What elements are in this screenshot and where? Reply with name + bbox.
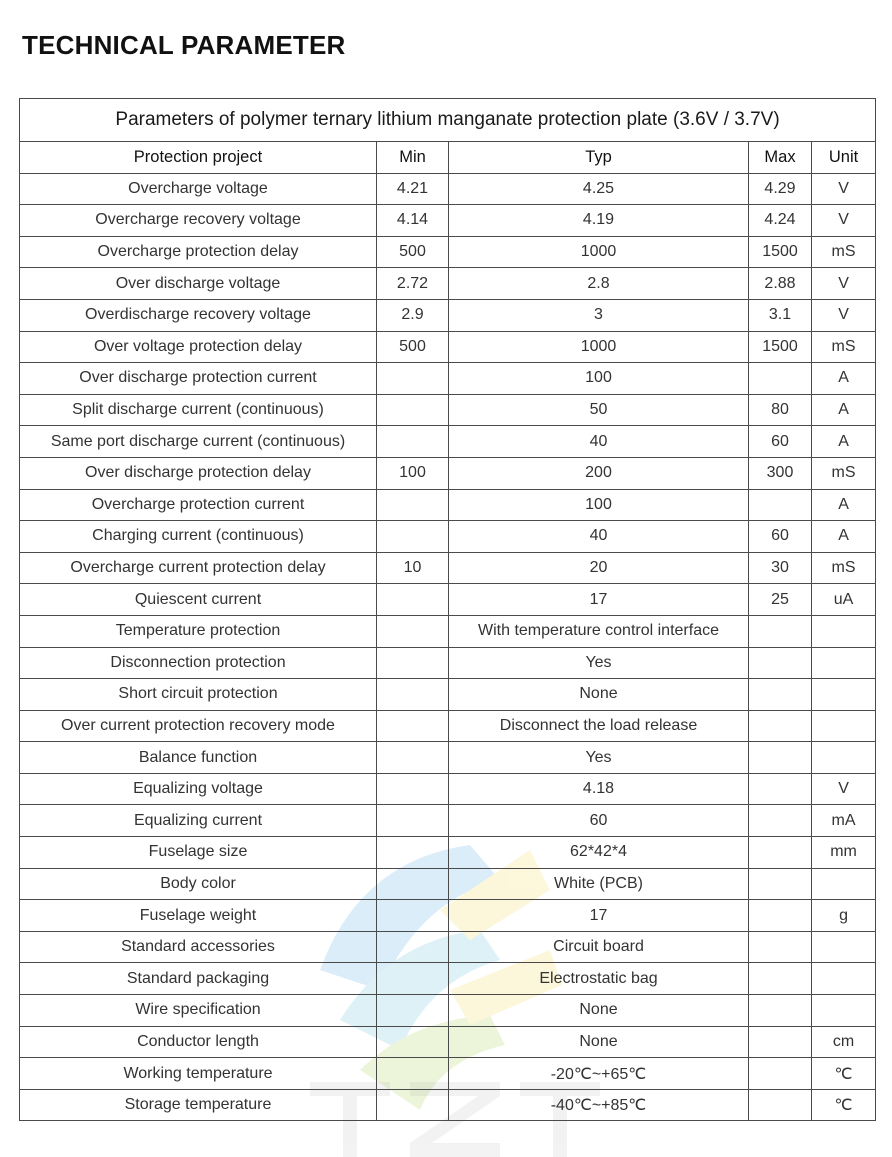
- cell-max: 2.88: [749, 268, 812, 300]
- table-row: [20, 805, 876, 837]
- table-row: [20, 1026, 876, 1058]
- cell-typ: White (PCB): [449, 868, 749, 900]
- table-row: [20, 521, 876, 553]
- cell-max: 60: [749, 521, 812, 553]
- cell-min: [377, 773, 449, 805]
- table-row: [20, 394, 876, 426]
- cell-min: 2.72: [377, 268, 449, 300]
- cell-protection-project: Over current protection recovery mode: [20, 710, 377, 742]
- cell-max: [749, 1058, 812, 1090]
- cell-protection-project: Same port discharge current (continuous): [20, 426, 377, 458]
- cell-max: [749, 1026, 812, 1058]
- cell-typ: 20: [449, 552, 749, 584]
- cell-protection-project: Balance function: [20, 742, 377, 774]
- cell-min: [377, 426, 449, 458]
- cell-protection-project: Wire specification: [20, 995, 377, 1027]
- cell-max: [749, 805, 812, 837]
- cell-protection-project: Standard accessories: [20, 931, 377, 963]
- cell-typ: With temperature control interface: [449, 615, 749, 647]
- cell-max: [749, 868, 812, 900]
- cell-max: [749, 963, 812, 995]
- cell-min: [377, 1089, 449, 1121]
- cell-protection-project: Over discharge protection delay: [20, 457, 377, 489]
- table-title: Parameters of polymer ternary lithium manganate protection plate (3.6V / 3.7V): [20, 99, 876, 142]
- cell-unit: [812, 868, 876, 900]
- cell-typ: 100: [449, 489, 749, 521]
- cell-max: [749, 679, 812, 711]
- cell-max: [749, 837, 812, 869]
- cell-max: [749, 931, 812, 963]
- cell-unit: A: [812, 426, 876, 458]
- cell-unit: mA: [812, 805, 876, 837]
- cell-unit: V: [812, 299, 876, 331]
- cell-min: 4.14: [377, 205, 449, 237]
- cell-unit: A: [812, 394, 876, 426]
- cell-min: [377, 1026, 449, 1058]
- table-row: [20, 584, 876, 616]
- cell-unit: [812, 931, 876, 963]
- table-row: [20, 457, 876, 489]
- cell-typ: Electrostatic bag: [449, 963, 749, 995]
- parameter-table: [19, 98, 876, 1121]
- cell-typ: 1000: [449, 331, 749, 363]
- table-row: [20, 1089, 876, 1121]
- table-row: [20, 268, 876, 300]
- cell-protection-project: Fuselage size: [20, 837, 377, 869]
- cell-min: 10: [377, 552, 449, 584]
- cell-unit: mS: [812, 552, 876, 584]
- cell-typ: None: [449, 679, 749, 711]
- header-typ: Typ: [449, 142, 749, 174]
- cell-unit: A: [812, 521, 876, 553]
- cell-protection-project: Overcharge current protection delay: [20, 552, 377, 584]
- cell-protection-project: Split discharge current (continuous): [20, 394, 377, 426]
- table-row: [20, 647, 876, 679]
- cell-min: [377, 805, 449, 837]
- cell-protection-project: Temperature protection: [20, 615, 377, 647]
- table-row: [20, 426, 876, 458]
- table-header-row: [20, 142, 876, 174]
- cell-protection-project: Overcharge protection current: [20, 489, 377, 521]
- cell-typ: 4.25: [449, 173, 749, 205]
- cell-protection-project: Overcharge recovery voltage: [20, 205, 377, 237]
- cell-protection-project: Over discharge protection current: [20, 363, 377, 395]
- cell-protection-project: Over voltage protection delay: [20, 331, 377, 363]
- table-row: [20, 331, 876, 363]
- cell-protection-project: Disconnection protection: [20, 647, 377, 679]
- table-row: [20, 773, 876, 805]
- table-row: [20, 868, 876, 900]
- cell-min: [377, 742, 449, 774]
- cell-min: [377, 837, 449, 869]
- cell-unit: [812, 679, 876, 711]
- cell-min: 500: [377, 331, 449, 363]
- cell-unit: cm: [812, 1026, 876, 1058]
- cell-min: 4.21: [377, 173, 449, 205]
- table-row: [20, 995, 876, 1027]
- cell-min: [377, 647, 449, 679]
- cell-unit: V: [812, 173, 876, 205]
- cell-max: [749, 1089, 812, 1121]
- cell-min: [377, 1058, 449, 1090]
- cell-min: 100: [377, 457, 449, 489]
- cell-max: [749, 773, 812, 805]
- cell-unit: g: [812, 900, 876, 932]
- table-row: [20, 837, 876, 869]
- cell-max: [749, 647, 812, 679]
- cell-typ: 2.8: [449, 268, 749, 300]
- cell-max: 80: [749, 394, 812, 426]
- cell-typ: 40: [449, 426, 749, 458]
- cell-min: [377, 900, 449, 932]
- header-min: Min: [377, 142, 449, 174]
- cell-max: [749, 615, 812, 647]
- cell-protection-project: Charging current (continuous): [20, 521, 377, 553]
- cell-unit: V: [812, 268, 876, 300]
- table-row: [20, 900, 876, 932]
- cell-protection-project: Overcharge voltage: [20, 173, 377, 205]
- cell-max: [749, 995, 812, 1027]
- cell-min: [377, 363, 449, 395]
- cell-protection-project: Fuselage weight: [20, 900, 377, 932]
- cell-protection-project: Conductor length: [20, 1026, 377, 1058]
- cell-typ: 4.18: [449, 773, 749, 805]
- table-row: [20, 205, 876, 237]
- cell-min: [377, 931, 449, 963]
- cell-unit: V: [812, 773, 876, 805]
- cell-typ: 60: [449, 805, 749, 837]
- cell-min: [377, 521, 449, 553]
- cell-unit: [812, 742, 876, 774]
- cell-protection-project: Overdischarge recovery voltage: [20, 299, 377, 331]
- cell-protection-project: Storage temperature: [20, 1089, 377, 1121]
- table-row: [20, 679, 876, 711]
- table-row: [20, 236, 876, 268]
- cell-typ: 200: [449, 457, 749, 489]
- cell-typ: 100: [449, 363, 749, 395]
- table-row: [20, 710, 876, 742]
- cell-min: 2.9: [377, 299, 449, 331]
- table-row: [20, 552, 876, 584]
- cell-max: 25: [749, 584, 812, 616]
- cell-typ: Disconnect the load release: [449, 710, 749, 742]
- cell-unit: [812, 995, 876, 1027]
- cell-typ: -40℃~+85℃: [449, 1089, 749, 1121]
- cell-unit: mS: [812, 457, 876, 489]
- cell-unit: ℃: [812, 1089, 876, 1121]
- cell-min: [377, 868, 449, 900]
- cell-typ: 1000: [449, 236, 749, 268]
- cell-protection-project: Equalizing current: [20, 805, 377, 837]
- cell-min: [377, 679, 449, 711]
- cell-max: 60: [749, 426, 812, 458]
- cell-min: [377, 394, 449, 426]
- cell-protection-project: Standard packaging: [20, 963, 377, 995]
- cell-max: [749, 900, 812, 932]
- table-row: [20, 363, 876, 395]
- cell-typ: None: [449, 995, 749, 1027]
- cell-typ: Yes: [449, 647, 749, 679]
- cell-typ: None: [449, 1026, 749, 1058]
- page-heading: TECHNICAL PARAMETER: [22, 30, 346, 60]
- cell-unit: [812, 615, 876, 647]
- cell-unit: A: [812, 363, 876, 395]
- cell-max: [749, 489, 812, 521]
- cell-typ: 62*42*4: [449, 837, 749, 869]
- cell-typ: -20℃~+65℃: [449, 1058, 749, 1090]
- cell-typ: 17: [449, 584, 749, 616]
- cell-min: [377, 615, 449, 647]
- cell-max: [749, 363, 812, 395]
- cell-unit: mm: [812, 837, 876, 869]
- cell-max: 4.29: [749, 173, 812, 205]
- header-max: Max: [749, 142, 812, 174]
- cell-max: [749, 710, 812, 742]
- table-row: [20, 173, 876, 205]
- header-protection-project: Protection project: [20, 142, 377, 174]
- cell-unit: V: [812, 205, 876, 237]
- cell-protection-project: Over discharge voltage: [20, 268, 377, 300]
- cell-protection-project: Overcharge protection delay: [20, 236, 377, 268]
- cell-typ: 50: [449, 394, 749, 426]
- table-title-row: [20, 99, 876, 142]
- table-row: [20, 742, 876, 774]
- cell-unit: A: [812, 489, 876, 521]
- cell-typ: Circuit board: [449, 931, 749, 963]
- table-row: [20, 489, 876, 521]
- cell-max: 1500: [749, 331, 812, 363]
- cell-min: [377, 963, 449, 995]
- table-row: [20, 1058, 876, 1090]
- cell-max: 30: [749, 552, 812, 584]
- cell-protection-project: Equalizing voltage: [20, 773, 377, 805]
- cell-typ: Yes: [449, 742, 749, 774]
- cell-typ: 17: [449, 900, 749, 932]
- cell-protection-project: Short circuit protection: [20, 679, 377, 711]
- table-row: [20, 615, 876, 647]
- table-row: [20, 963, 876, 995]
- table-row: [20, 299, 876, 331]
- header-unit: Unit: [812, 142, 876, 174]
- cell-typ: 40: [449, 521, 749, 553]
- cell-unit: [812, 647, 876, 679]
- cell-unit: uA: [812, 584, 876, 616]
- cell-max: 4.24: [749, 205, 812, 237]
- cell-min: 500: [377, 236, 449, 268]
- table-row: [20, 931, 876, 963]
- cell-min: [377, 710, 449, 742]
- cell-unit: mS: [812, 331, 876, 363]
- cell-min: [377, 584, 449, 616]
- cell-typ: 3: [449, 299, 749, 331]
- cell-unit: ℃: [812, 1058, 876, 1090]
- cell-min: [377, 995, 449, 1027]
- cell-max: 1500: [749, 236, 812, 268]
- cell-typ: 4.19: [449, 205, 749, 237]
- cell-unit: [812, 710, 876, 742]
- cell-min: [377, 489, 449, 521]
- cell-max: [749, 742, 812, 774]
- cell-unit: mS: [812, 236, 876, 268]
- cell-max: 300: [749, 457, 812, 489]
- cell-protection-project: Body color: [20, 868, 377, 900]
- cell-unit: [812, 963, 876, 995]
- cell-protection-project: Quiescent current: [20, 584, 377, 616]
- cell-max: 3.1: [749, 299, 812, 331]
- cell-protection-project: Working temperature: [20, 1058, 377, 1090]
